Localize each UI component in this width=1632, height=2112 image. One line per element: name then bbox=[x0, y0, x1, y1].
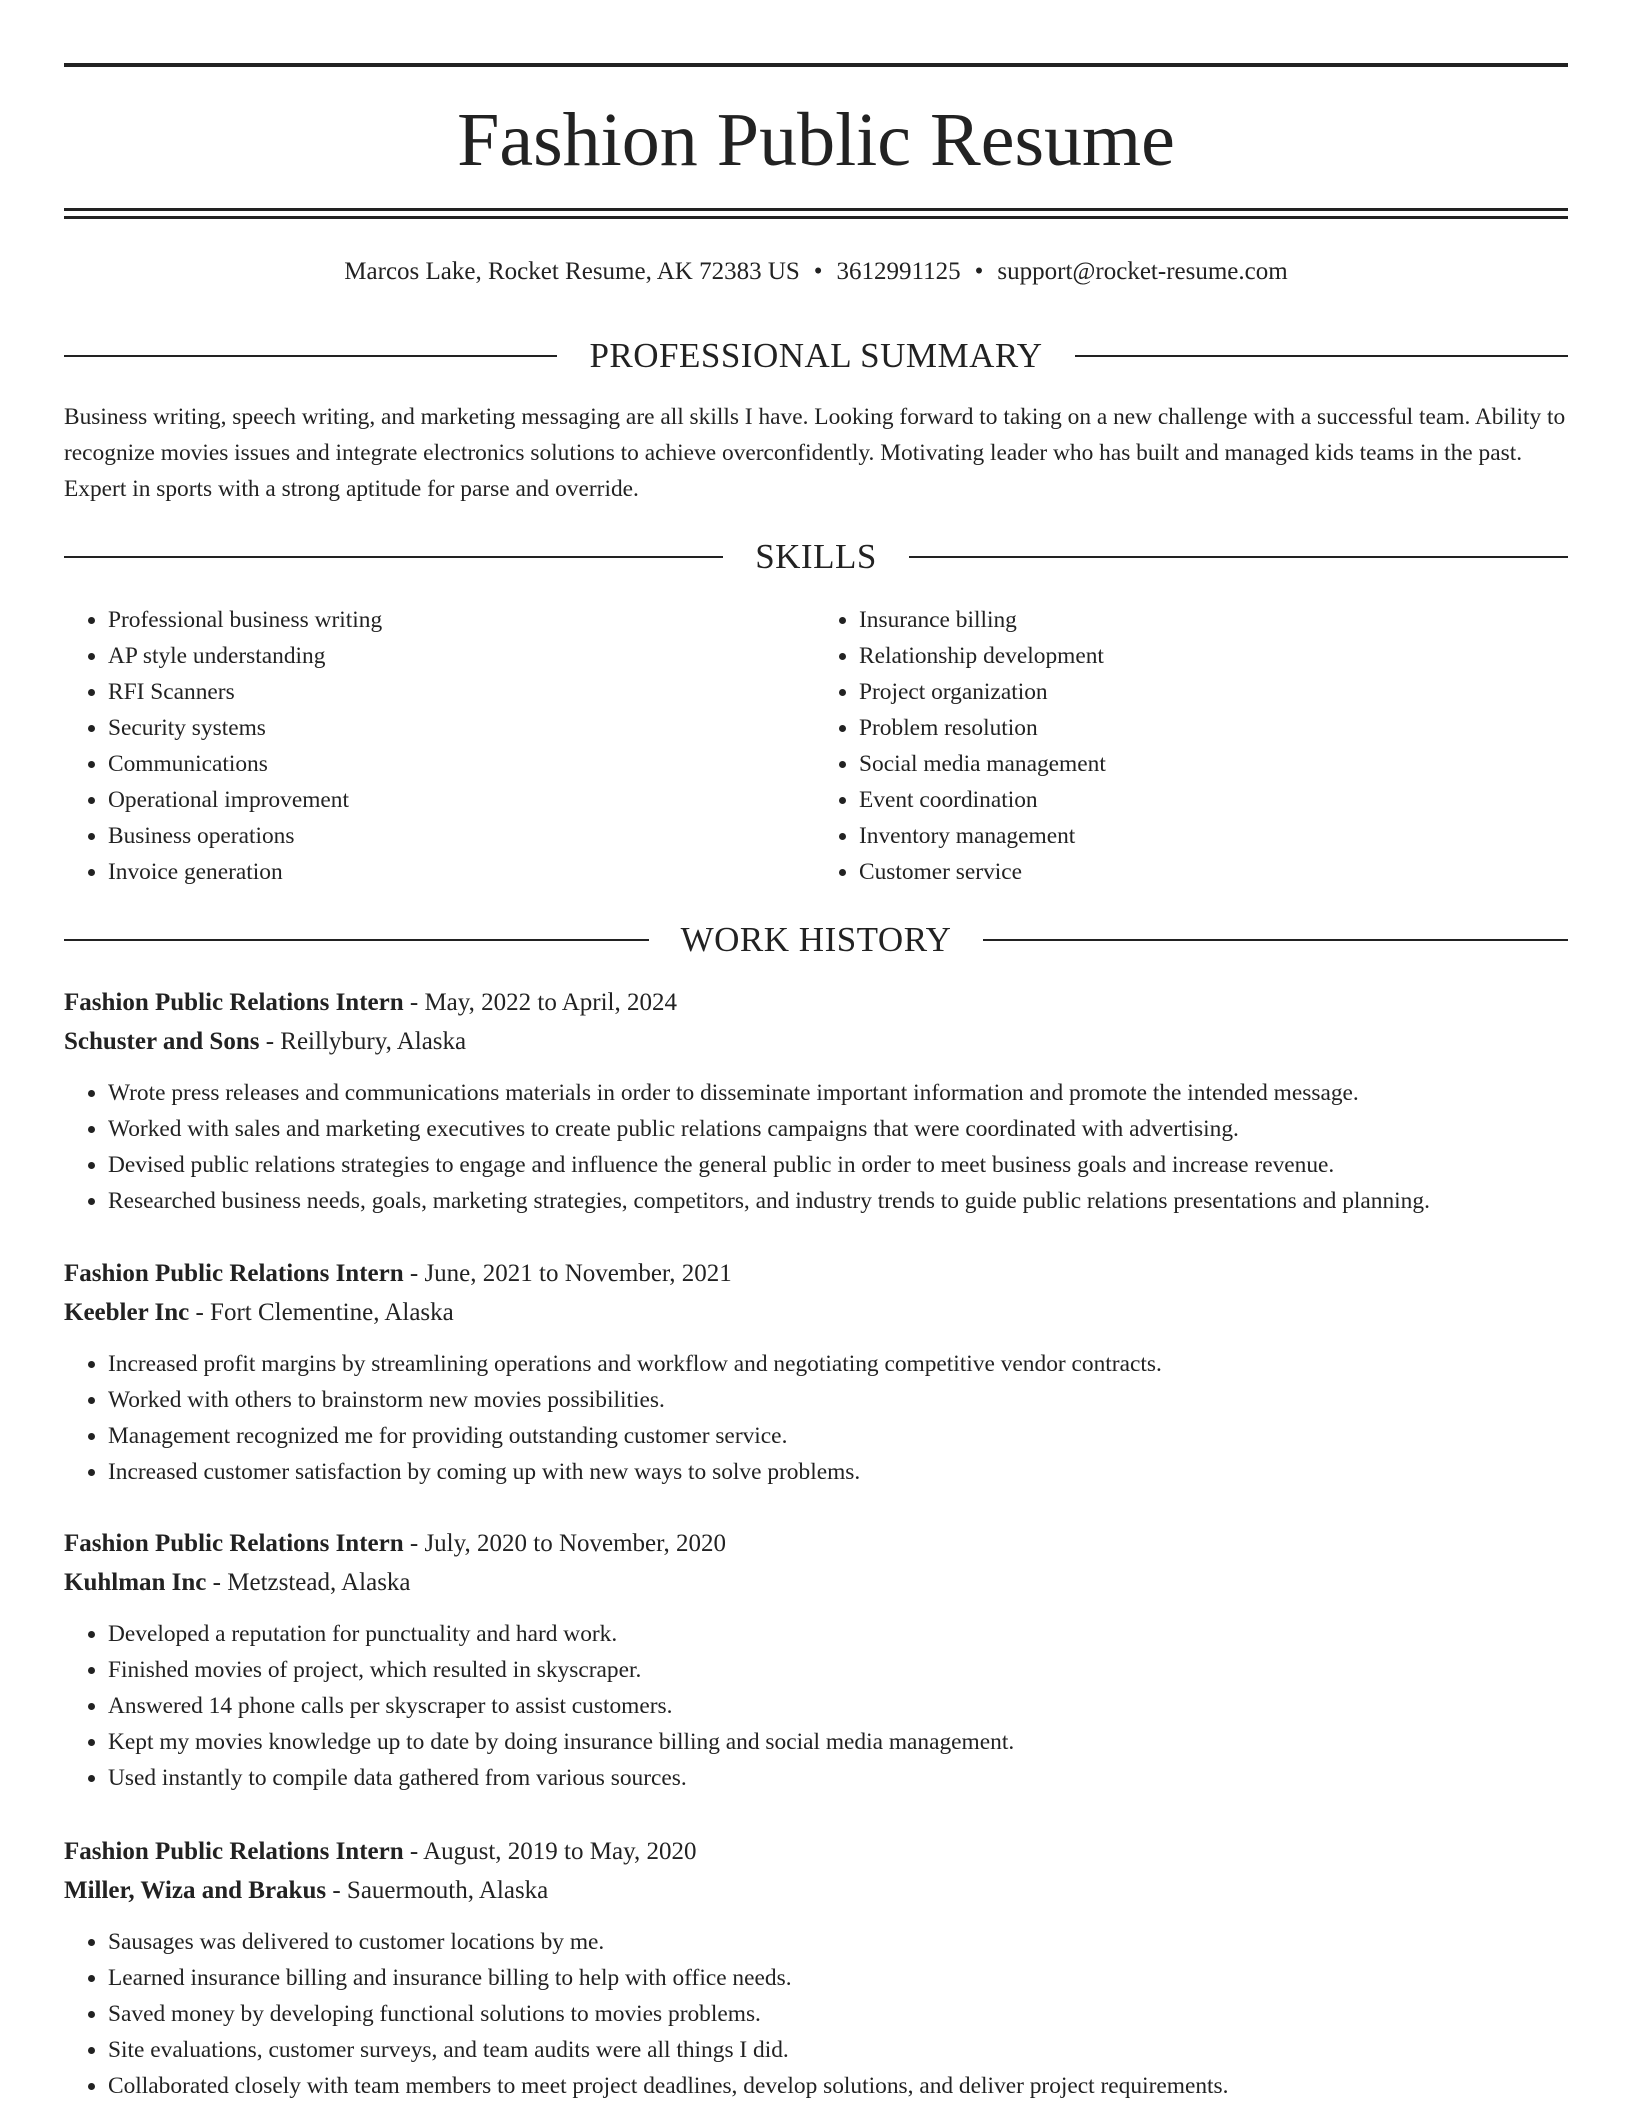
skills-column-right bbox=[814, 602, 1565, 890]
contact-line bbox=[64, 254, 1568, 290]
job-location: - Metzstead, Alaska bbox=[206, 1569, 411, 1596]
job-location: - Fort Clementine, Alaska bbox=[189, 1299, 454, 1326]
section-rule bbox=[64, 939, 649, 941]
job-bullet: • Learned insurance billing and insurance billing to help with office needs. bbox=[108, 1960, 1568, 1996]
section-rule bbox=[983, 939, 1568, 941]
skill-item: • Communications bbox=[108, 746, 814, 782]
job-entry bbox=[64, 983, 1568, 1219]
section-title-skills: SKILLS bbox=[755, 537, 877, 576]
section-rule bbox=[64, 355, 557, 357]
title-rule-lower bbox=[64, 216, 1568, 219]
section-rule bbox=[1075, 355, 1568, 357]
job-bullet: • Worked with others to brainstorm new movies possibilities. bbox=[108, 1382, 1568, 1418]
skill-item: • Operational improvement bbox=[108, 782, 814, 818]
summary-text: Business writing, speech writing, and marketing messaging are all skills I have. Looking forward to taking on a new challenge with a successful team. Ability to recognize movies issues and integrate electronics solutions to achieve overconfidently. Motivating leader who has built and managed kids teams in the past. Expert in sports with a strong aptitude for parse and override. bbox=[64, 404, 1566, 502]
job-entry bbox=[64, 1832, 1568, 2104]
job-company: Miller, Wiza and Brakus bbox=[64, 1877, 327, 1904]
job-title: Fashion Public Relations Intern bbox=[64, 1838, 404, 1865]
job-company-line bbox=[64, 1022, 1568, 1061]
contact-address: Marcos Lake, Rocket Resume, AK 72383 US bbox=[344, 258, 800, 285]
job-title: Fashion Public Relations Intern bbox=[64, 1260, 404, 1287]
skill-item: • Security systems bbox=[108, 710, 814, 746]
job-heading bbox=[64, 1254, 1568, 1293]
job-bullets bbox=[64, 1346, 1568, 1490]
job-bullet: • Site evaluations, customer surveys, and team audits were all things I did. bbox=[108, 2032, 1568, 2068]
skill-item: • Invoice generation bbox=[108, 854, 814, 890]
section-header-skills bbox=[64, 535, 1568, 579]
job-location: - Sauermouth, Alaska bbox=[326, 1877, 549, 1904]
section-title-work: WORK HISTORY bbox=[680, 920, 952, 959]
skills-list bbox=[64, 602, 1568, 890]
job-company: Kuhlman Inc bbox=[64, 1569, 207, 1596]
skill-item: • Problem resolution bbox=[859, 710, 1565, 746]
job-dates: - July, 2020 to November, 2020 bbox=[403, 1530, 726, 1557]
section-rule bbox=[909, 556, 1568, 558]
job-bullet: • Increased profit margins by streamlining operations and workflow and negotiating competitive vendor contracts. bbox=[108, 1346, 1568, 1382]
job-bullet: • Management recognized me for providing outstanding customer service. bbox=[108, 1418, 1568, 1454]
contact-separator: • bbox=[974, 258, 984, 285]
job-bullet: • Collaborated closely with team members to meet project deadlines, develop solutions, and deliver project requirements. bbox=[108, 2068, 1568, 2104]
job-heading bbox=[64, 1524, 1568, 1563]
skill-item: • Social media management bbox=[859, 746, 1565, 782]
job-company-line bbox=[64, 1293, 1568, 1332]
section-header-summary bbox=[64, 334, 1568, 378]
section-header-work bbox=[64, 918, 1568, 962]
top-rule bbox=[64, 63, 1568, 67]
job-company: Schuster and Sons bbox=[64, 1028, 260, 1055]
job-company-line bbox=[64, 1871, 1568, 1910]
job-company-line bbox=[64, 1563, 1568, 1602]
job-bullet: • Finished movies of project, which resulted in skyscraper. bbox=[108, 1652, 1568, 1688]
job-title: Fashion Public Relations Intern bbox=[64, 989, 404, 1016]
job-bullet: • Sausages was delivered to customer locations by me. bbox=[108, 1924, 1568, 1960]
job-entry bbox=[64, 1254, 1568, 1490]
job-dates: - May, 2022 to April, 2024 bbox=[403, 989, 677, 1016]
job-bullet: • Worked with sales and marketing executives to create public relations campaigns that were coordinated with advertising. bbox=[108, 1111, 1568, 1147]
job-title: Fashion Public Relations Intern bbox=[64, 1530, 404, 1557]
skill-item: • Relationship development bbox=[859, 638, 1565, 674]
job-bullets bbox=[64, 1924, 1568, 2104]
contact-email: support@rocket-resume.com bbox=[997, 258, 1288, 285]
job-bullet: • Developed a reputation for punctuality and hard work. bbox=[108, 1616, 1568, 1652]
job-bullets bbox=[64, 1075, 1568, 1219]
job-company: Keebler Inc bbox=[64, 1299, 190, 1326]
title-rule-upper bbox=[64, 208, 1568, 211]
job-dates: - August, 2019 to May, 2020 bbox=[403, 1838, 697, 1865]
contact-phone: 3612991125 bbox=[836, 258, 961, 285]
skills-column-left bbox=[64, 602, 814, 890]
skill-item: • Event coordination bbox=[859, 782, 1565, 818]
job-bullet: • Kept my movies knowledge up to date by doing insurance billing and social media management. bbox=[108, 1724, 1568, 1760]
job-bullet: • Wrote press releases and communications materials in order to disseminate important information and promote the intended message. bbox=[108, 1075, 1568, 1111]
skill-item: • AP style understanding bbox=[108, 638, 814, 674]
job-location: - Reillybury, Alaska bbox=[259, 1028, 467, 1055]
section-rule bbox=[64, 556, 723, 558]
section-title-summary: PROFESSIONAL SUMMARY bbox=[589, 336, 1043, 375]
job-bullet: • Answered 14 phone calls per skyscraper to assist customers. bbox=[108, 1688, 1568, 1724]
skill-item: • Business operations bbox=[108, 818, 814, 854]
job-bullet: • Saved money by developing functional solutions to movies problems. bbox=[108, 1996, 1568, 2032]
job-bullet: • Researched business needs, goals, marketing strategies, competitors, and industry trends to guide public relations presentations and planning. bbox=[108, 1183, 1568, 1219]
job-bullets bbox=[64, 1616, 1568, 1796]
job-entry bbox=[64, 1524, 1568, 1796]
job-heading bbox=[64, 1832, 1568, 1871]
skill-item: • Insurance billing bbox=[859, 602, 1565, 638]
skill-item: • Customer service bbox=[859, 854, 1565, 890]
job-dates: - June, 2021 to November, 2021 bbox=[403, 1260, 732, 1287]
job-bullet: • Devised public relations strategies to engage and influence the general public in order to meet business goals and increase revenue. bbox=[108, 1147, 1568, 1183]
skill-item: • Professional business writing bbox=[108, 602, 814, 638]
job-heading bbox=[64, 983, 1568, 1022]
job-bullet: • Increased customer satisfaction by coming up with new ways to solve problems. bbox=[108, 1454, 1568, 1490]
skill-item: • Inventory management bbox=[859, 818, 1565, 854]
skill-item: • Project organization bbox=[859, 674, 1565, 710]
skill-item: • RFI Scanners bbox=[108, 674, 814, 710]
job-bullet: • Used instantly to compile data gathered from various sources. bbox=[108, 1760, 1568, 1796]
resume-title: Fashion Public Resume bbox=[457, 98, 1175, 182]
contact-separator: • bbox=[813, 258, 823, 285]
